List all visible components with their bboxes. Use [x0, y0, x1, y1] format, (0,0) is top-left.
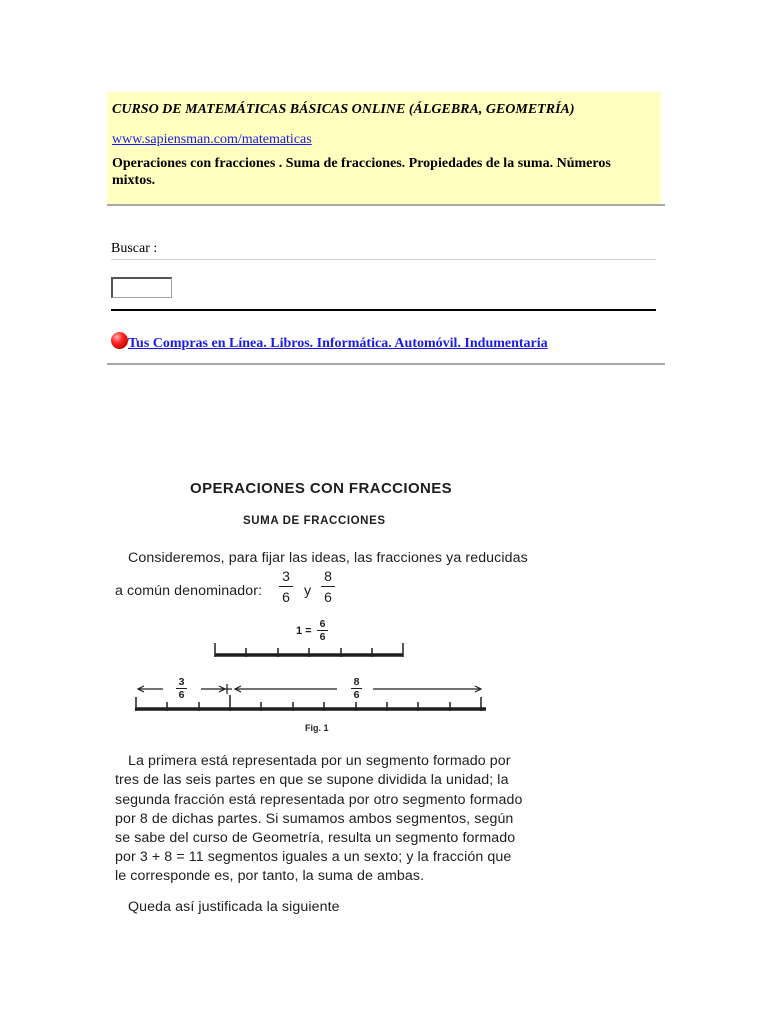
body-line-5: se sabe del curso de Geometría, resulta un segmento formado — [115, 830, 516, 846]
shopping-promo-link[interactable]: Tus Compras en Línea. Libros. Informática. Automóvil. Indumentaria — [128, 336, 548, 351]
body-line-6: por 3 + 8 = 11 segmentos iguales a un sexto; y la fracción que — [115, 849, 512, 865]
search-bottom-rule — [111, 309, 656, 311]
intro-line-2: a común denominador: — [115, 583, 263, 599]
body-line-2: tres de las seis partes en que se supone dividida la unidad; la — [115, 772, 509, 788]
intro-line-1: Consideremos, para fijar las ideas, las fracciones ya reducidas — [128, 550, 528, 566]
closing-line: Queda así justificada la siguiente — [128, 899, 340, 915]
body-line-1: La primera está representada por un segmento formado por — [128, 753, 511, 769]
search-input[interactable] — [111, 277, 172, 298]
search-divider — [111, 259, 656, 260]
scan-title: OPERACIONES CON FRACCIONES — [190, 480, 453, 497]
fraction-eight-sixths: 8 6 — [321, 569, 335, 605]
unit-fraction: 6 6 — [317, 619, 328, 642]
header-divider — [107, 204, 665, 206]
fraction-three-sixths: 3 6 — [279, 569, 293, 605]
topic-description: Operaciones con fracciones . Suma de fracciones. Propiedades de la suma. Números mixtos. — [112, 156, 611, 188]
promo-divider — [107, 363, 665, 365]
scan-subtitle: SUMA DE FRACCIONES — [243, 515, 386, 527]
site-link[interactable]: www.sapiensman.com/matematicas — [112, 132, 312, 147]
red-bullet-icon — [111, 332, 128, 349]
body-line-7: le corresponde es, por tanto, la suma de ambas. — [115, 868, 425, 884]
body-line-3: segunda fracción está representada por otro segmento formado — [115, 792, 523, 808]
course-title: CURSO DE MATEMÁTICAS BÁSICAS ONLINE (ÁLGEBRA, GEOMETRÍA) — [112, 102, 575, 117]
intro-y: y — [304, 583, 312, 599]
course-header — [107, 92, 661, 204]
figure-caption: Fig. 1 — [305, 723, 329, 733]
search-label: Buscar : — [111, 241, 158, 256]
body-line-4: por 8 de dichas partes. Si sumamos ambos segmentos, según — [115, 811, 514, 827]
segment-label-three-sixths: 3 6 — [176, 677, 187, 700]
segment-label-eight-sixths: 8 6 — [351, 677, 362, 700]
unit-label: 1 = — [296, 625, 312, 637]
